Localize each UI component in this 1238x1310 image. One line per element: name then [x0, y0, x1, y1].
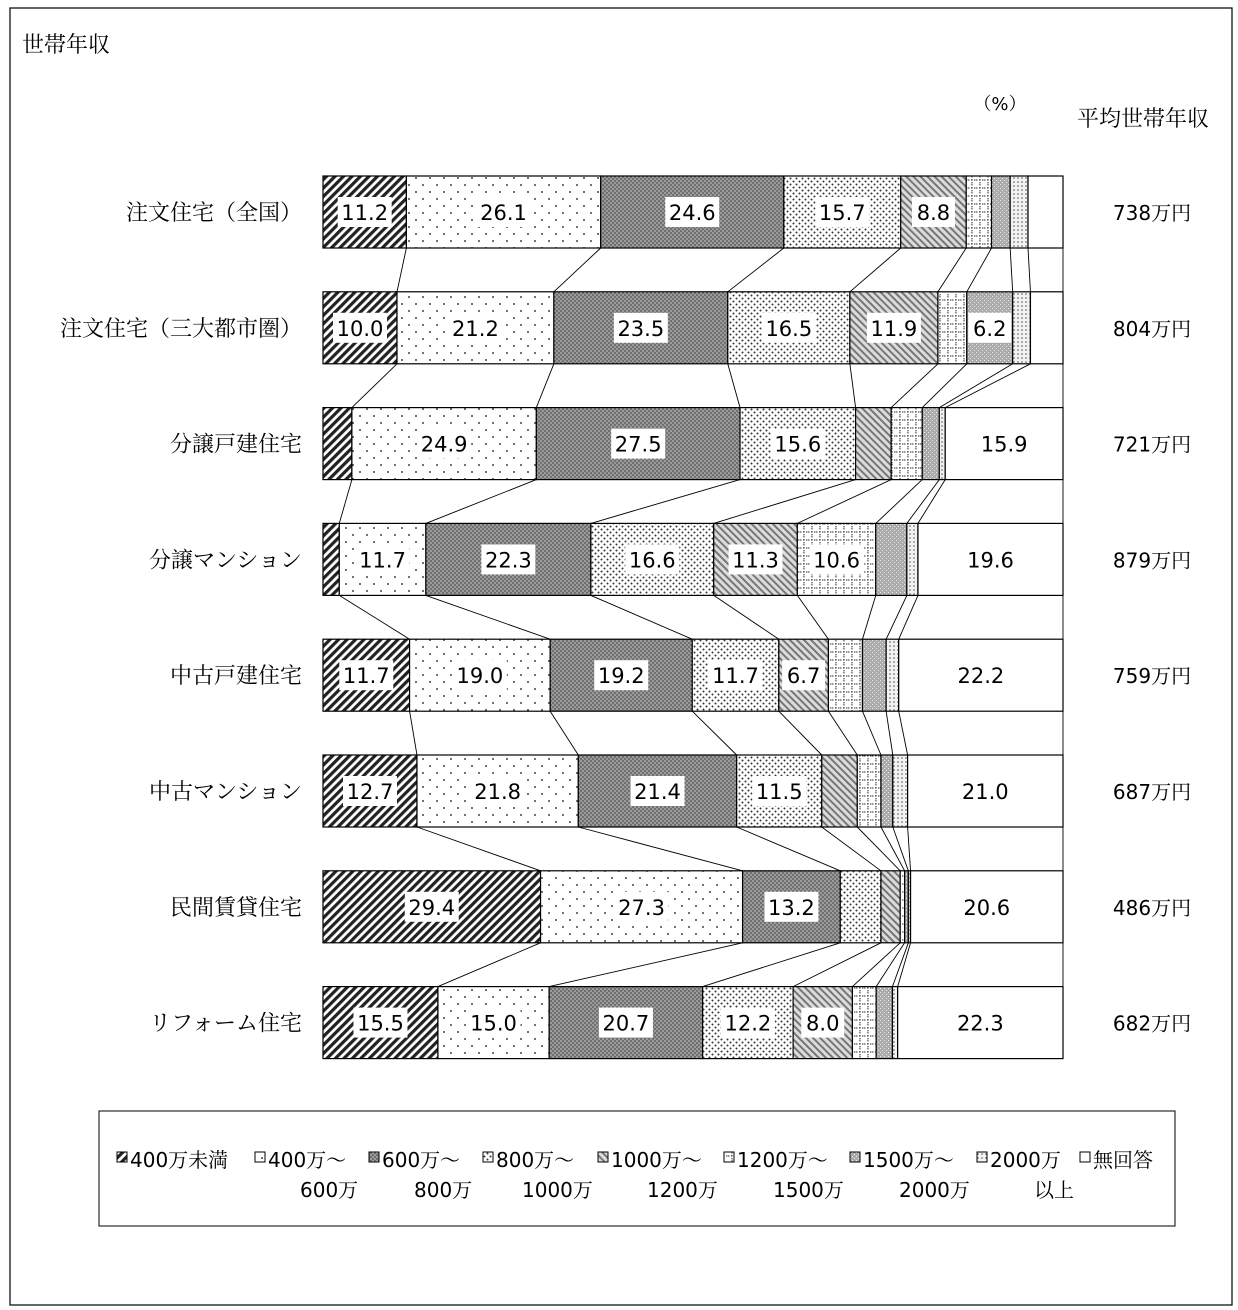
- connector-line: [939, 364, 1012, 408]
- connector-line: [918, 480, 945, 524]
- data-label: 19.0: [456, 664, 504, 689]
- data-label: 8.8: [916, 201, 951, 225]
- connector-line: [850, 248, 901, 292]
- data-label: 21.2: [452, 316, 499, 341]
- connector-line: [893, 827, 909, 871]
- average-value: 738万円: [1112, 201, 1192, 225]
- data-label: 10.6: [813, 548, 860, 573]
- data-label: 11.5: [755, 780, 803, 804]
- connector-line: [339, 480, 352, 524]
- connector-line: [728, 248, 784, 292]
- legend-label-line2: 以上: [1034, 1178, 1074, 1202]
- average-header: 平均世帯年収: [1076, 107, 1210, 132]
- connector-line: [692, 711, 736, 755]
- data-label: 15.9: [980, 432, 1028, 457]
- legend-label-line2: 2000万: [899, 1178, 970, 1202]
- connector-line: [793, 943, 881, 987]
- connector-line: [438, 943, 541, 987]
- connector-line: [714, 595, 779, 639]
- bar-segment-1500-2000: [876, 523, 907, 595]
- bar-segment-over-2000: [1010, 176, 1028, 248]
- connector-line: [703, 943, 841, 987]
- connector-line: [591, 480, 740, 524]
- average-value: 687万円: [1112, 780, 1192, 804]
- legend-label: 2000万: [990, 1148, 1061, 1172]
- bar-segment-over-2000: [939, 408, 945, 480]
- category-label: 中古戸建住宅: [169, 664, 302, 690]
- connector-line: [352, 364, 397, 408]
- connector-line: [714, 480, 856, 524]
- connector-line: [797, 480, 891, 524]
- bar-segment-1500-2000: [881, 755, 893, 827]
- bar-segment-1500-2000: [922, 408, 939, 480]
- average-value: 486万円: [1112, 895, 1192, 920]
- legend-label: 無回答: [1093, 1148, 1153, 1172]
- legend-swatch-over-2000: [977, 1152, 987, 1162]
- category-labels: [60, 201, 302, 1037]
- data-label: 22.3: [484, 548, 532, 573]
- bar-segment-1200-1500: [891, 408, 922, 480]
- connector-line: [862, 711, 881, 755]
- data-label: 24.9: [420, 432, 468, 457]
- data-label: 13.2: [768, 895, 815, 920]
- data-label: 15.0: [470, 1011, 517, 1036]
- data-label: 29.4: [408, 895, 456, 920]
- data-label: 27.3: [618, 895, 665, 920]
- bar-segment-no-answer: [1030, 292, 1063, 364]
- connector-line: [417, 827, 541, 871]
- connector-line: [779, 711, 822, 755]
- connector-line: [797, 595, 828, 639]
- data-label: 8.0: [806, 1011, 840, 1036]
- connector-line: [828, 711, 857, 755]
- connector-line: [899, 711, 908, 755]
- data-label: 11.7: [342, 664, 390, 689]
- bar-segment-1200-1500: [900, 871, 904, 943]
- bar-segment-over-2000: [893, 755, 908, 827]
- data-label: 16.5: [765, 316, 813, 341]
- data-label: 19.2: [597, 664, 645, 689]
- data-label: 11.7: [712, 664, 759, 689]
- legend-label: 600万～: [382, 1148, 461, 1172]
- connector-line: [899, 595, 918, 639]
- category-label: 中古マンション: [148, 780, 302, 805]
- average-value: 879万円: [1112, 548, 1192, 573]
- data-label: 22.2: [957, 664, 1005, 689]
- legend-label: 400万～: [268, 1148, 347, 1172]
- bar-segment-1200-1500: [938, 292, 967, 364]
- connector-line: [578, 827, 742, 871]
- connector-line: [1010, 248, 1013, 292]
- connector-line: [945, 364, 1030, 408]
- data-label: 11.2: [341, 201, 389, 225]
- data-label: 26.1: [480, 201, 527, 225]
- legend-label: 1200万～: [737, 1148, 828, 1172]
- legend-label-line2: 1000万: [522, 1178, 593, 1202]
- bar-segment-1500-2000: [862, 639, 886, 711]
- legend-swatch-400-600: [255, 1152, 265, 1162]
- data-label: 11.9: [870, 316, 918, 341]
- data-label: 6.7: [786, 664, 821, 689]
- bar-segment-1200-1500: [852, 987, 876, 1059]
- data-label: 12.2: [724, 1011, 772, 1036]
- bar-segment-1200-1500: [966, 176, 991, 248]
- data-label: 21.4: [634, 780, 681, 804]
- connector-line: [886, 595, 907, 639]
- data-label: 20.6: [963, 895, 1011, 920]
- connector-line: [550, 711, 578, 755]
- bar-segment-1500-2000: [876, 987, 892, 1059]
- connector-line: [862, 595, 875, 639]
- category-label: 分譲マンション: [148, 548, 302, 574]
- connector-line: [426, 480, 536, 524]
- connector-line: [967, 248, 992, 292]
- bar-segment-1200-1500: [828, 639, 862, 711]
- connector-line: [591, 595, 692, 639]
- data-label: 22.3: [956, 1011, 1004, 1036]
- legend-swatch-1200-1500: [724, 1152, 734, 1162]
- data-label: 24.6: [668, 201, 716, 225]
- bar-segment-under-400: [323, 523, 339, 595]
- legend-swatch-1500-2000: [850, 1152, 860, 1162]
- connector-line: [857, 827, 900, 871]
- category-label: 注文住宅（三大都市圏）: [59, 316, 302, 342]
- category-label: 分譲戸建住宅: [169, 432, 302, 458]
- data-label: 15.5: [357, 1011, 404, 1036]
- connector-line: [554, 248, 601, 292]
- connector-line: [852, 943, 900, 987]
- legend-label-line2: 800万: [414, 1178, 473, 1202]
- legend-swatch-no-answer: [1080, 1152, 1090, 1162]
- connector-line: [891, 364, 938, 408]
- data-label: 11.3: [732, 548, 779, 573]
- connector-line: [908, 827, 911, 871]
- connector-line: [907, 480, 939, 524]
- legend-label-line2: 600万: [300, 1178, 359, 1202]
- bar-segment-over-2000: [886, 639, 899, 711]
- connector-line: [938, 248, 966, 292]
- data-label: 10.0: [336, 316, 384, 341]
- legend-label: 1500万～: [863, 1148, 954, 1172]
- data-label: 15.7: [818, 201, 866, 225]
- bars: [323, 176, 1063, 1059]
- bar-segment-1000-1200: [822, 755, 858, 827]
- legend-label-line2: 1200万: [647, 1178, 718, 1202]
- connector-line: [410, 711, 417, 755]
- legend-swatch-600-800: [369, 1152, 379, 1162]
- connector-line: [397, 248, 406, 292]
- bar-segment-over-2000: [892, 987, 897, 1059]
- legend-label: 1000万～: [611, 1148, 702, 1172]
- connector-line: [728, 364, 740, 408]
- connector-line: [850, 364, 856, 408]
- category-label: リフォーム住宅: [149, 1011, 302, 1037]
- bar-segment-no-answer: [1028, 176, 1063, 248]
- average-value: 682万円: [1112, 1011, 1192, 1036]
- connector-line: [536, 364, 554, 408]
- data-label: 12.7: [346, 780, 394, 804]
- connector-line: [339, 595, 409, 639]
- unit-label: （%）: [973, 94, 1027, 115]
- average-value: 759万円: [1112, 664, 1192, 689]
- data-label: 15.6: [774, 432, 822, 457]
- data-label: 21.8: [474, 780, 522, 804]
- bar-segment-1200-1500: [857, 755, 881, 827]
- bar-segment-over-2000: [907, 523, 918, 595]
- legend-label: 800万～: [496, 1148, 575, 1172]
- bar-segment-over-2000: [1013, 292, 1031, 364]
- average-values: [1113, 201, 1191, 1036]
- category-label: 注文住宅（全国）: [125, 201, 302, 226]
- connector-line: [922, 364, 967, 408]
- connector-line: [881, 827, 905, 871]
- category-label: 民間賃貸住宅: [169, 895, 302, 921]
- bar-segment-under-400: [323, 408, 352, 480]
- data-label: 19.6: [967, 548, 1014, 573]
- connector-line: [737, 827, 841, 871]
- data-label: 11.7: [359, 548, 406, 573]
- chart-title: 世帯年収: [22, 33, 111, 58]
- connector-line: [876, 480, 922, 524]
- connector-line: [822, 827, 881, 871]
- data-label: 23.5: [617, 316, 665, 341]
- bar-segment-1000-1200: [856, 408, 892, 480]
- data-label: 27.5: [614, 432, 662, 457]
- bar-segment-1500-2000: [992, 176, 1011, 248]
- bar-segment-800-1000: [840, 871, 881, 943]
- average-value: 721万円: [1112, 432, 1192, 457]
- data-label: 16.6: [628, 548, 676, 573]
- average-value: 804万円: [1112, 316, 1192, 341]
- legend-swatch-1000-1200: [598, 1152, 608, 1162]
- legend-swatch-800-1000: [483, 1152, 493, 1162]
- connector-line: [1028, 248, 1030, 292]
- legend-swatch-under-400: [117, 1152, 127, 1162]
- connector-line: [886, 711, 893, 755]
- connector-line: [898, 943, 911, 987]
- bar-segment-1000-1200: [881, 871, 900, 943]
- legend-label-line2: 1500万: [773, 1178, 844, 1202]
- connector-line: [549, 943, 742, 987]
- data-label: 21.0: [961, 780, 1009, 804]
- legend-label: 400万未満: [130, 1148, 229, 1172]
- data-label: 6.2: [973, 316, 1007, 341]
- data-label: 20.7: [602, 1011, 650, 1036]
- connector-line: [426, 595, 550, 639]
